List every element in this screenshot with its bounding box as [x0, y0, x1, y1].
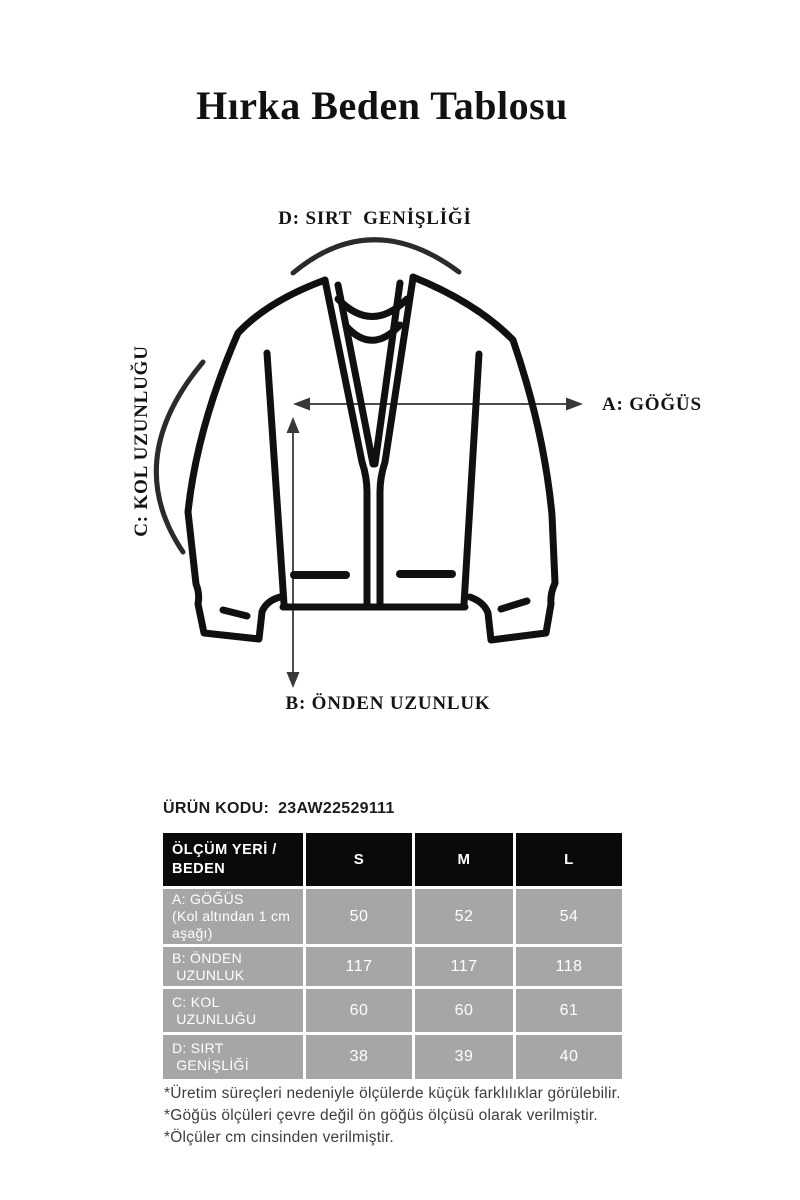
table-value-sleeve-length-l: 61: [516, 989, 622, 1032]
table-value-chest-s: 50: [306, 889, 412, 944]
right-sleeve: [413, 277, 555, 640]
table-value-chest-m: 52: [415, 889, 513, 944]
footnote-cm-units: *Ölçüler cm cinsinden verilmiştir.: [164, 1129, 394, 1146]
table-row-label-back-width: D: SIRT GENİŞLİĞİ: [163, 1035, 303, 1079]
cardigan-diagram-svg: [140, 195, 700, 725]
table-value-back-width-l: 40: [516, 1035, 622, 1079]
table-value-front-length-s: 117: [306, 947, 412, 986]
table-value-sleeve-length-s: 60: [306, 989, 412, 1032]
table-value-front-length-m: 117: [415, 947, 513, 986]
table-row-label-front-length: B: ÖNDEN UZUNLUK: [163, 947, 303, 986]
product-code-value: 23AW22529111: [278, 800, 395, 817]
right-body-seam: [464, 354, 479, 604]
table-value-sleeve-length-m: 60: [415, 989, 513, 1032]
table-header-measure: ÖLÇÜM YERİ / BEDEN: [163, 833, 303, 886]
table-row-label-chest: A: GÖĞÜS (Kol altından 1 cm aşağı): [163, 889, 303, 944]
footnote-production: *Üretim süreçleri nedeniyle ölçülerde küçük farklılıklar görülebilir.: [164, 1085, 621, 1102]
label-sleeve-length: C: KOL UZUNLUĞU: [131, 345, 152, 537]
arrowhead-up: [287, 417, 300, 433]
footnote-chest-measure: *Göğüs ölçüleri çevre değil ön göğüs ölçüsü olarak verilmiştir.: [164, 1107, 598, 1124]
left-sleeve: [188, 280, 325, 639]
right-cuff-dash: [501, 601, 527, 609]
back-width-arc: [293, 240, 459, 273]
table-value-back-width-s: 38: [306, 1035, 412, 1079]
label-front-length: B: ÖNDEN UZUNLUK: [285, 693, 491, 714]
table-row-label-sleeve-length: C: KOL UZUNLUĞU: [163, 989, 303, 1032]
left-body-seam: [267, 353, 284, 604]
left-cuff-dash: [223, 610, 247, 616]
table-value-front-length-l: 118: [516, 947, 622, 986]
page-title: Hırka Beden Tablosu: [196, 83, 568, 128]
arrowhead-left: [293, 398, 310, 411]
table-value-back-width-m: 39: [415, 1035, 513, 1079]
label-back-width: D: SIRT GENİŞLİĞİ: [278, 208, 472, 229]
cardigan-outline: [188, 277, 555, 640]
product-code: [163, 800, 395, 818]
table-header-size-l: L: [516, 833, 622, 886]
measure-arrows: [293, 404, 579, 682]
table-header-size-m: M: [415, 833, 513, 886]
label-chest: A: GÖĞÜS: [602, 394, 702, 415]
table-header-size-s: S: [306, 833, 412, 886]
table-value-chest-l: 54: [516, 889, 622, 944]
arrowhead-down: [287, 672, 300, 688]
product-code-label: ÜRÜN KODU:: [163, 800, 270, 817]
size-table: [163, 833, 622, 1079]
footnotes: [164, 1083, 621, 1149]
arrowhead-right: [566, 398, 583, 411]
pockets: [294, 574, 452, 575]
